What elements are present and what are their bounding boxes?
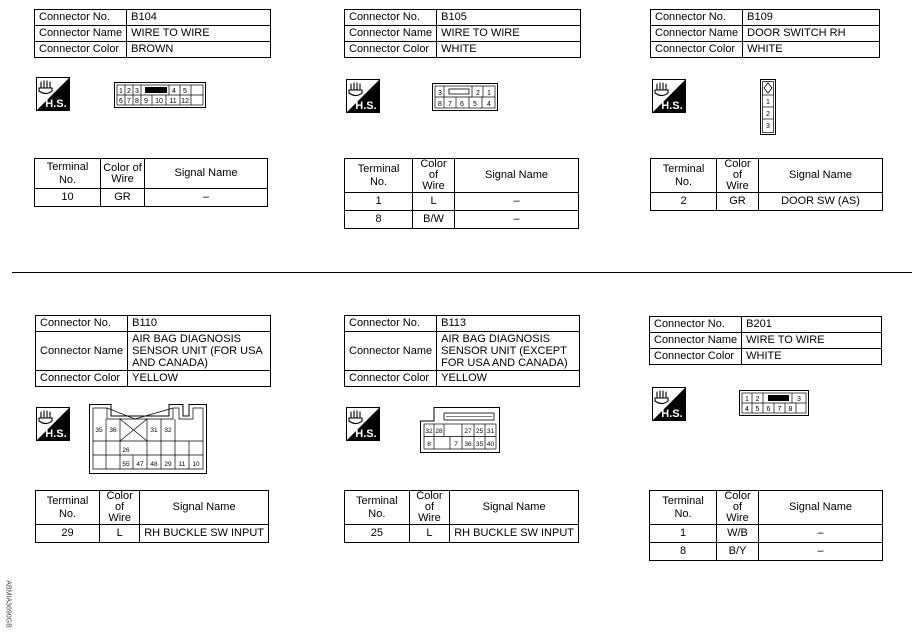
connector-info-b201 [649, 316, 882, 365]
signal-name-header: Signal Name [455, 159, 579, 193]
connector-color-value: BROWN [127, 42, 271, 58]
pin-label: 10 [155, 98, 163, 105]
connector-diagram-b110 [89, 404, 207, 474]
signal-name-cell: – [455, 211, 579, 229]
pin-label: 6 [119, 98, 123, 105]
signal-table-b110 [35, 490, 269, 543]
harness-side-icon [36, 407, 70, 441]
pin-label: 3 [438, 90, 442, 97]
signal-table-b104 [34, 158, 268, 207]
pin-label: 3 [135, 88, 139, 95]
wire-color-cell: L [409, 525, 450, 543]
connector-name-value: AIR BAG DIAGNOSIS SENSOR UNIT (FOR USA AND CANADA) [128, 332, 271, 371]
hs-badge-label: H.S. [661, 100, 683, 112]
wire-color-header: Color of Wire [100, 491, 140, 525]
pin-label: 55 [122, 461, 130, 468]
wire-color-header: Color of Wire [409, 491, 450, 525]
pin-label: 1 [766, 99, 770, 106]
pin-label: 9 [144, 98, 148, 105]
signal-name-cell: DOOR SW (AS) [759, 193, 883, 211]
connector-color-label: Connector Color [650, 349, 742, 365]
pin-label: 10 [192, 461, 200, 468]
pin-label: 11 [169, 98, 177, 105]
figure-code-text: ABMIA3690GB [4, 580, 12, 628]
signal-name-header: Signal Name [140, 491, 269, 525]
pin-label: 4 [487, 101, 491, 108]
pin-label: 4 [745, 406, 749, 413]
signal-name-header: Signal Name [759, 159, 883, 193]
terminal-no-header: Terminal No. [36, 491, 100, 525]
connector-color-value: YELLOW [437, 371, 580, 387]
connector-name-value: WIRE TO WIRE [742, 333, 882, 349]
hs-badge-label: H.S. [45, 428, 67, 440]
wire-color-cell: L [413, 193, 455, 211]
signal-table-b105 [344, 158, 579, 229]
pin-label: 1 [745, 396, 749, 403]
connector-no-value: B113 [437, 316, 580, 332]
connector-no-value: B109 [743, 10, 880, 26]
hs-badge-label: H.S. [661, 408, 683, 420]
pin-label: 8 [788, 406, 793, 413]
hs-badge-label: H.S. [355, 428, 377, 440]
connector-diagram-b113 [420, 407, 500, 453]
terminal-cell: 8 [345, 211, 413, 229]
harness-side-icon [652, 387, 686, 421]
connector-color-label: Connector Color [345, 42, 437, 58]
signal-name-cell: RH BUCKLE SW INPUT [450, 525, 579, 543]
pin-label: 5 [755, 406, 760, 413]
terminal-cell: 2 [651, 193, 717, 211]
connector-color-value: WHITE [743, 42, 880, 58]
terminal-cell: 29 [36, 525, 100, 543]
signal-name-cell: – [759, 543, 883, 561]
connector-info-b110 [35, 315, 271, 387]
connector-no-value: B201 [742, 317, 882, 333]
signal-table-b113 [344, 490, 579, 543]
connector-no-value: B104 [127, 10, 271, 26]
connector-color-value: WHITE [437, 42, 581, 58]
connector-color-value: WHITE [742, 349, 882, 365]
connector-no-label: Connector No. [651, 10, 743, 26]
harness-side-icon [36, 77, 70, 111]
connector-no-label: Connector No. [650, 317, 742, 333]
pin-label: 2 [755, 396, 760, 403]
pin-label: 7 [454, 441, 458, 448]
connector-name-value: WIRE TO WIRE [437, 26, 581, 42]
wire-color-cell: GR [101, 189, 145, 207]
pin-label: 8 [427, 441, 431, 448]
signal-table-b109 [650, 158, 883, 211]
wire-color-cell: GR [717, 193, 759, 211]
pin-label: 7 [127, 98, 131, 105]
connector-name-label: Connector Name [345, 26, 437, 42]
connector-color-label: Connector Color [651, 42, 743, 58]
pin-label: 35 [95, 427, 103, 434]
connector-no-label: Connector No. [345, 316, 437, 332]
connector-info-b113 [344, 315, 580, 387]
pin-label: 12 [181, 98, 189, 105]
connector-diagram-b201 [739, 390, 809, 416]
terminal-cell: 25 [345, 525, 410, 543]
wire-color-cell: L [100, 525, 140, 543]
pin-label: 3 [797, 396, 801, 403]
pin-label: 2 [766, 111, 770, 118]
pin-label: 7 [777, 406, 782, 413]
hs-badge-label: H.S. [45, 98, 67, 110]
signal-name-cell: RH BUCKLE SW INPUT [140, 525, 269, 543]
connector-name-value: DOOR SWITCH RH [743, 26, 880, 42]
pin-label: 28 [435, 428, 443, 435]
connector-no-value: B105 [437, 10, 581, 26]
connector-name-label: Connector Name [345, 332, 437, 371]
pin-label: 40 [486, 441, 495, 448]
wire-color-header: Color of Wire [717, 159, 759, 193]
pin-label: 5 [473, 101, 477, 108]
connector-color-label: Connector Color [36, 371, 128, 387]
connector-no-label: Connector No. [345, 10, 437, 26]
connector-no-label: Connector No. [36, 316, 128, 332]
pin-label: 2 [476, 90, 480, 97]
signal-name-cell: – [145, 189, 268, 207]
signal-name-header: Signal Name [145, 159, 268, 189]
pin-label: 1 [487, 90, 491, 97]
connector-color-value: YELLOW [128, 371, 271, 387]
pin-label: 36 [109, 427, 117, 434]
signal-name-cell: – [455, 193, 579, 211]
connector-no-value: B110 [128, 316, 271, 332]
wire-color-cell: B/Y [717, 543, 759, 561]
wire-color-header: Color of Wire [413, 159, 455, 193]
section-divider [12, 272, 912, 273]
wire-color-cell: B/W [413, 211, 455, 229]
signal-table-b201 [649, 490, 883, 561]
signal-name-header: Signal Name [759, 491, 883, 525]
connector-diagram-b105 [432, 83, 498, 111]
pin-label: 3 [766, 123, 770, 130]
connector-diagram-b109 [760, 79, 776, 135]
pin-label: 5 [183, 88, 187, 95]
pin-label: 29 [164, 461, 172, 468]
pin-label: 26 [122, 447, 130, 454]
connector-name-label: Connector Name [35, 26, 127, 42]
pin-label: 6 [766, 406, 771, 413]
terminal-no-header: Terminal No. [650, 491, 717, 525]
terminal-no-header: Terminal No. [345, 159, 413, 193]
pin-label: 4 [172, 88, 176, 95]
signal-name-cell: – [759, 525, 883, 543]
harness-side-icon [652, 79, 686, 113]
connector-info-b109 [650, 9, 880, 58]
pin-label: 27 [464, 428, 472, 435]
terminal-cell: 1 [345, 193, 413, 211]
terminal-no-header: Terminal No. [651, 159, 717, 193]
harness-side-icon [346, 79, 380, 113]
pin-label: 7 [448, 101, 452, 108]
wire-color-header: Color of Wire [101, 159, 145, 189]
hs-badge-label: H.S. [355, 100, 377, 112]
pin-label: 1 [119, 88, 123, 95]
connector-name-value: AIR BAG DIAGNOSIS SENSOR UNIT (EXCEPT FOR USA AND CANADA) [437, 332, 580, 371]
pin-label: 8 [135, 98, 139, 105]
connector-info-b104 [34, 9, 271, 58]
wire-color-cell: W/B [717, 525, 759, 543]
connector-name-label: Connector Name [651, 26, 743, 42]
pin-label: 2 [127, 88, 131, 95]
pin-label: 31 [150, 427, 158, 434]
pin-label: 35 [475, 441, 484, 448]
pin-label: 48 [150, 461, 158, 468]
connector-info-b105 [344, 9, 581, 58]
terminal-cell: 10 [35, 189, 101, 207]
connector-diagram-b104 [114, 82, 206, 108]
connector-color-label: Connector Color [35, 42, 127, 58]
connector-name-label: Connector Name [650, 333, 742, 349]
pin-label: 47 [136, 461, 144, 468]
terminal-cell: 8 [650, 543, 717, 561]
terminal-no-header: Terminal No. [345, 491, 410, 525]
terminal-no-header: Terminal No. [35, 159, 101, 189]
connector-no-label: Connector No. [35, 10, 127, 26]
harness-side-icon [346, 407, 380, 441]
pin-label: 36 [464, 441, 472, 448]
pin-label: 31 [486, 428, 495, 435]
connector-name-label: Connector Name [36, 332, 128, 371]
figure-code [3, 576, 13, 632]
pin-label: 32 [425, 428, 433, 435]
connector-name-value: WIRE TO WIRE [127, 26, 271, 42]
terminal-cell: 1 [650, 525, 717, 543]
pin-label: 32 [164, 427, 172, 434]
pin-label: 25 [475, 428, 484, 435]
pin-label: 8 [438, 101, 442, 108]
pin-label: 11 [178, 461, 186, 468]
pin-label: 6 [460, 101, 464, 108]
wire-color-header: Color of Wire [717, 491, 759, 525]
signal-name-header: Signal Name [450, 491, 579, 525]
connector-color-label: Connector Color [345, 371, 437, 387]
